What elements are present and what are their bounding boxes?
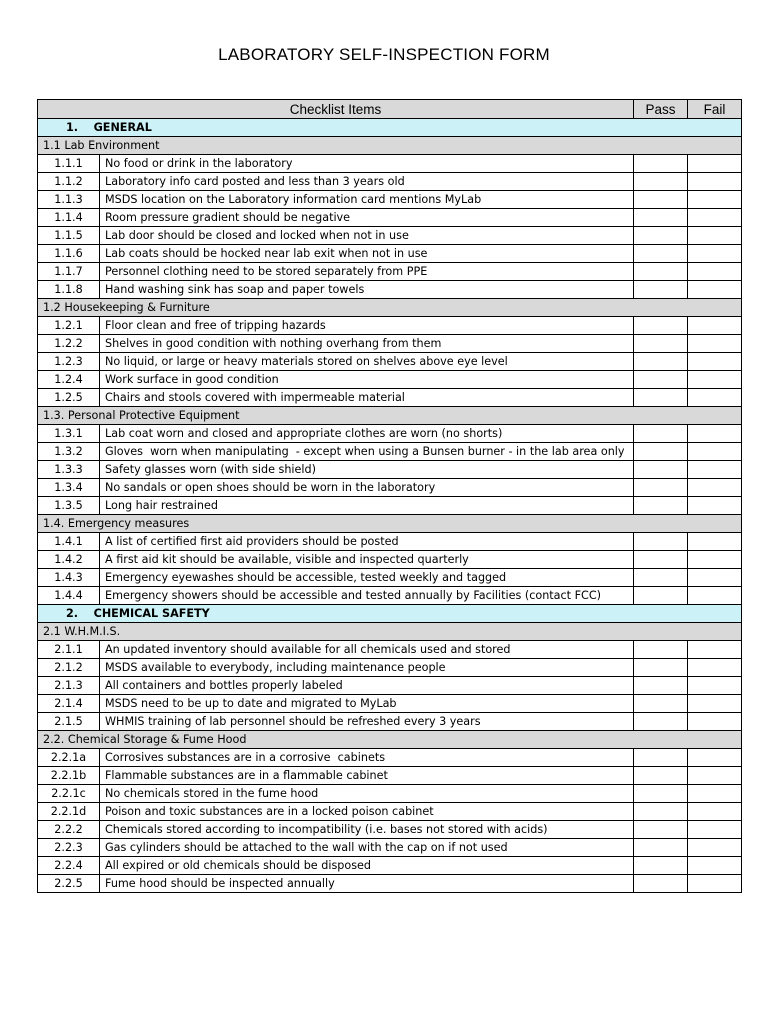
item-number: 1.3.1 — [38, 425, 100, 443]
table-row — [38, 281, 742, 299]
item-number: 1.1.3 — [38, 191, 100, 209]
section-header-row — [38, 605, 742, 623]
table-row — [38, 245, 742, 263]
fail-cell[interactable] — [688, 785, 742, 803]
table-row — [38, 191, 742, 209]
table-row — [38, 227, 742, 245]
pass-cell[interactable] — [634, 551, 688, 569]
item-number: 1.3.2 — [38, 443, 100, 461]
fail-cell[interactable] — [688, 803, 742, 821]
table-row — [38, 173, 742, 191]
pass-cell[interactable] — [634, 353, 688, 371]
table-row — [38, 641, 742, 659]
pass-cell[interactable] — [634, 479, 688, 497]
subsection-title: 1.3. Personal Protective Equipment — [38, 407, 742, 425]
subsection-title: 1.2 Housekeeping & Furniture — [38, 299, 742, 317]
pass-cell[interactable] — [634, 749, 688, 767]
item-number: 1.2.4 — [38, 371, 100, 389]
item-text: Work surface in good condition — [100, 371, 634, 389]
item-number: 1.2.2 — [38, 335, 100, 353]
item-text: Personnel clothing need to be stored separately from PPE — [100, 263, 634, 281]
table-row — [38, 821, 742, 839]
fail-cell[interactable] — [688, 857, 742, 875]
item-number: 1.2.1 — [38, 317, 100, 335]
fail-cell[interactable] — [688, 839, 742, 857]
fail-cell[interactable] — [688, 821, 742, 839]
table-row — [38, 875, 742, 893]
table-row — [38, 425, 742, 443]
pass-cell[interactable] — [634, 497, 688, 515]
table-row — [38, 839, 742, 857]
fail-cell[interactable] — [688, 191, 742, 209]
item-number: 1.1.4 — [38, 209, 100, 227]
table-row — [38, 533, 742, 551]
item-text: Lab coat worn and closed and appropriate clothes are worn (no shorts) — [100, 425, 634, 443]
fail-cell[interactable] — [688, 533, 742, 551]
header-fail: Fail — [688, 100, 742, 119]
table-row — [38, 209, 742, 227]
item-number: 2.2.1b — [38, 767, 100, 785]
item-number: 2.2.1d — [38, 803, 100, 821]
fail-cell[interactable] — [688, 389, 742, 407]
fail-cell[interactable] — [688, 155, 742, 173]
item-number: 1.4.4 — [38, 587, 100, 605]
pass-cell[interactable] — [634, 857, 688, 875]
item-text: Hand washing sink has soap and paper towels — [100, 281, 634, 299]
item-number: 1.2.3 — [38, 353, 100, 371]
table-row — [38, 695, 742, 713]
fail-cell[interactable] — [688, 713, 742, 731]
table-row — [38, 785, 742, 803]
fail-cell[interactable] — [688, 587, 742, 605]
checklist-table — [37, 99, 742, 893]
item-text: No chemicals stored in the fume hood — [100, 785, 634, 803]
item-number: 1.3.4 — [38, 479, 100, 497]
item-number: 1.3.5 — [38, 497, 100, 515]
item-text: Chairs and stools covered with impermeable material — [100, 389, 634, 407]
table-row — [38, 749, 742, 767]
fail-cell[interactable] — [688, 497, 742, 515]
item-text: Gloves worn when manipulating - except when using a Bunsen burner - in the lab area only — [100, 443, 634, 461]
item-number: 2.2.1c — [38, 785, 100, 803]
item-text: Poison and toxic substances are in a locked poison cabinet — [100, 803, 634, 821]
item-number: 1.3.3 — [38, 461, 100, 479]
table-row — [38, 803, 742, 821]
fail-cell[interactable] — [688, 173, 742, 191]
subsection-row — [38, 407, 742, 425]
item-text: Flammable substances are in a flammable cabinet — [100, 767, 634, 785]
item-number: 2.2.3 — [38, 839, 100, 857]
pass-cell[interactable] — [634, 533, 688, 551]
pass-cell[interactable] — [634, 803, 688, 821]
item-text: Lab door should be closed and locked when not in use — [100, 227, 634, 245]
table-row — [38, 335, 742, 353]
table-row — [38, 353, 742, 371]
pass-cell[interactable] — [634, 587, 688, 605]
item-text: No sandals or open shoes should be worn in the laboratory — [100, 479, 634, 497]
item-text: A list of certified first aid providers should be posted — [100, 533, 634, 551]
item-number: 1.1.7 — [38, 263, 100, 281]
table-header-row — [38, 100, 742, 119]
fail-cell[interactable] — [688, 749, 742, 767]
pass-cell[interactable] — [634, 209, 688, 227]
fail-cell[interactable] — [688, 461, 742, 479]
item-text: Laboratory info card posted and less than 3 years old — [100, 173, 634, 191]
pass-cell[interactable] — [634, 443, 688, 461]
item-text: Chemicals stored according to incompatibility (i.e. bases not stored with acids) — [100, 821, 634, 839]
subsection-title: 1.1 Lab Environment — [38, 137, 742, 155]
item-number: 1.1.6 — [38, 245, 100, 263]
pass-cell[interactable] — [634, 371, 688, 389]
item-text: Gas cylinders should be attached to the wall with the cap on if not used — [100, 839, 634, 857]
item-number: 1.4.2 — [38, 551, 100, 569]
pass-cell[interactable] — [634, 785, 688, 803]
pass-cell[interactable] — [634, 263, 688, 281]
subsection-title: 1.4. Emergency measures — [38, 515, 742, 533]
pass-cell[interactable] — [634, 767, 688, 785]
pass-cell[interactable] — [634, 821, 688, 839]
item-text: MSDS available to everybody, including maintenance people — [100, 659, 634, 677]
subsection-row — [38, 515, 742, 533]
table-row — [38, 767, 742, 785]
pass-cell[interactable] — [634, 461, 688, 479]
item-text: No food or drink in the laboratory — [100, 155, 634, 173]
item-text: Room pressure gradient should be negative — [100, 209, 634, 227]
fail-cell[interactable] — [688, 245, 742, 263]
fail-cell[interactable] — [688, 641, 742, 659]
pass-cell[interactable] — [634, 335, 688, 353]
pass-cell[interactable] — [634, 677, 688, 695]
pass-cell[interactable] — [634, 425, 688, 443]
fail-cell[interactable] — [688, 479, 742, 497]
item-number: 2.1.2 — [38, 659, 100, 677]
table-row — [38, 317, 742, 335]
table-row — [38, 713, 742, 731]
table-row — [38, 587, 742, 605]
pass-cell[interactable] — [634, 839, 688, 857]
fail-cell[interactable] — [688, 209, 742, 227]
table-row — [38, 443, 742, 461]
item-text: Long hair restrained — [100, 497, 634, 515]
item-number: 2.2.4 — [38, 857, 100, 875]
pass-cell[interactable] — [634, 389, 688, 407]
section-header-row — [38, 119, 742, 137]
item-text: All containers and bottles properly labeled — [100, 677, 634, 695]
pass-cell[interactable] — [634, 155, 688, 173]
item-number: 2.1.4 — [38, 695, 100, 713]
section-title: 2. CHEMICAL SAFETY — [38, 605, 742, 623]
fail-cell[interactable] — [688, 317, 742, 335]
item-text: Fume hood should be inspected annually — [100, 875, 634, 893]
item-text: Corrosives substances are in a corrosive cabinets — [100, 749, 634, 767]
item-text: MSDS need to be up to date and migrated to MyLab — [100, 695, 634, 713]
fail-cell[interactable] — [688, 875, 742, 893]
item-number: 1.1.1 — [38, 155, 100, 173]
fail-cell[interactable] — [688, 551, 742, 569]
item-text: Floor clean and free of tripping hazards — [100, 317, 634, 335]
fail-cell[interactable] — [688, 695, 742, 713]
item-number: 1.2.5 — [38, 389, 100, 407]
item-text: All expired or old chemicals should be disposed — [100, 857, 634, 875]
fail-cell[interactable] — [688, 227, 742, 245]
table-row — [38, 659, 742, 677]
table-row — [38, 497, 742, 515]
item-number: 2.1.3 — [38, 677, 100, 695]
table-row — [38, 371, 742, 389]
table-row — [38, 857, 742, 875]
item-text: WHMIS training of lab personnel should be refreshed every 3 years — [100, 713, 634, 731]
table-row — [38, 389, 742, 407]
table-row — [38, 479, 742, 497]
pass-cell[interactable] — [634, 317, 688, 335]
subsection-row — [38, 299, 742, 317]
fail-cell[interactable] — [688, 353, 742, 371]
table-row — [38, 569, 742, 587]
table-row — [38, 677, 742, 695]
pass-cell[interactable] — [634, 659, 688, 677]
item-text: A first aid kit should be available, visible and inspected quarterly — [100, 551, 634, 569]
fail-cell[interactable] — [688, 569, 742, 587]
item-text: MSDS location on the Laboratory information card mentions MyLab — [100, 191, 634, 209]
subsection-title: 2.1 W.H.M.I.S. — [38, 623, 742, 641]
pass-cell[interactable] — [634, 569, 688, 587]
pass-cell[interactable] — [634, 227, 688, 245]
form-title: LABORATORY SELF-INSPECTION FORM — [218, 45, 550, 64]
header-pass: Pass — [634, 100, 688, 119]
item-text: Shelves in good condition with nothing overhang from them — [100, 335, 634, 353]
item-number: 1.1.8 — [38, 281, 100, 299]
subsection-row — [38, 137, 742, 155]
pass-cell[interactable] — [634, 875, 688, 893]
item-text: Emergency showers should be accessible and tested annually by Facilities (contact FCC) — [100, 587, 634, 605]
table-row — [38, 155, 742, 173]
fail-cell[interactable] — [688, 659, 742, 677]
fail-cell[interactable] — [688, 335, 742, 353]
item-text: Lab coats should be hocked near lab exit when not in use — [100, 245, 634, 263]
pass-cell[interactable] — [634, 173, 688, 191]
subsection-row — [38, 623, 742, 641]
item-number: 2.2.2 — [38, 821, 100, 839]
fail-cell[interactable] — [688, 677, 742, 695]
pass-cell[interactable] — [634, 713, 688, 731]
item-number: 2.2.5 — [38, 875, 100, 893]
header-checklist-items: Checklist Items — [38, 100, 634, 119]
subsection-row — [38, 731, 742, 749]
item-number: 2.2.1a — [38, 749, 100, 767]
table-row — [38, 551, 742, 569]
pass-cell[interactable] — [634, 641, 688, 659]
fail-cell[interactable] — [688, 767, 742, 785]
fail-cell[interactable] — [688, 425, 742, 443]
item-number: 1.4.3 — [38, 569, 100, 587]
item-number: 1.1.2 — [38, 173, 100, 191]
pass-cell[interactable] — [634, 245, 688, 263]
item-number: 2.1.5 — [38, 713, 100, 731]
pass-cell[interactable] — [634, 281, 688, 299]
item-text: An updated inventory should available for all chemicals used and stored — [100, 641, 634, 659]
pass-cell[interactable] — [634, 191, 688, 209]
checklist-body — [38, 119, 742, 893]
subsection-title: 2.2. Chemical Storage & Fume Hood — [38, 731, 742, 749]
table-row — [38, 263, 742, 281]
section-title: 1. GENERAL — [38, 119, 742, 137]
item-text: Safety glasses worn (with side shield) — [100, 461, 634, 479]
fail-cell[interactable] — [688, 281, 742, 299]
item-number: 1.1.5 — [38, 227, 100, 245]
item-text: Emergency eyewashes should be accessible, tested weekly and tagged — [100, 569, 634, 587]
table-row — [38, 461, 742, 479]
item-text: No liquid, or large or heavy materials stored on shelves above eye level — [100, 353, 634, 371]
item-number: 1.4.1 — [38, 533, 100, 551]
item-number: 2.1.1 — [38, 641, 100, 659]
fail-cell[interactable] — [688, 443, 742, 461]
pass-cell[interactable] — [634, 695, 688, 713]
fail-cell[interactable] — [688, 371, 742, 389]
fail-cell[interactable] — [688, 263, 742, 281]
